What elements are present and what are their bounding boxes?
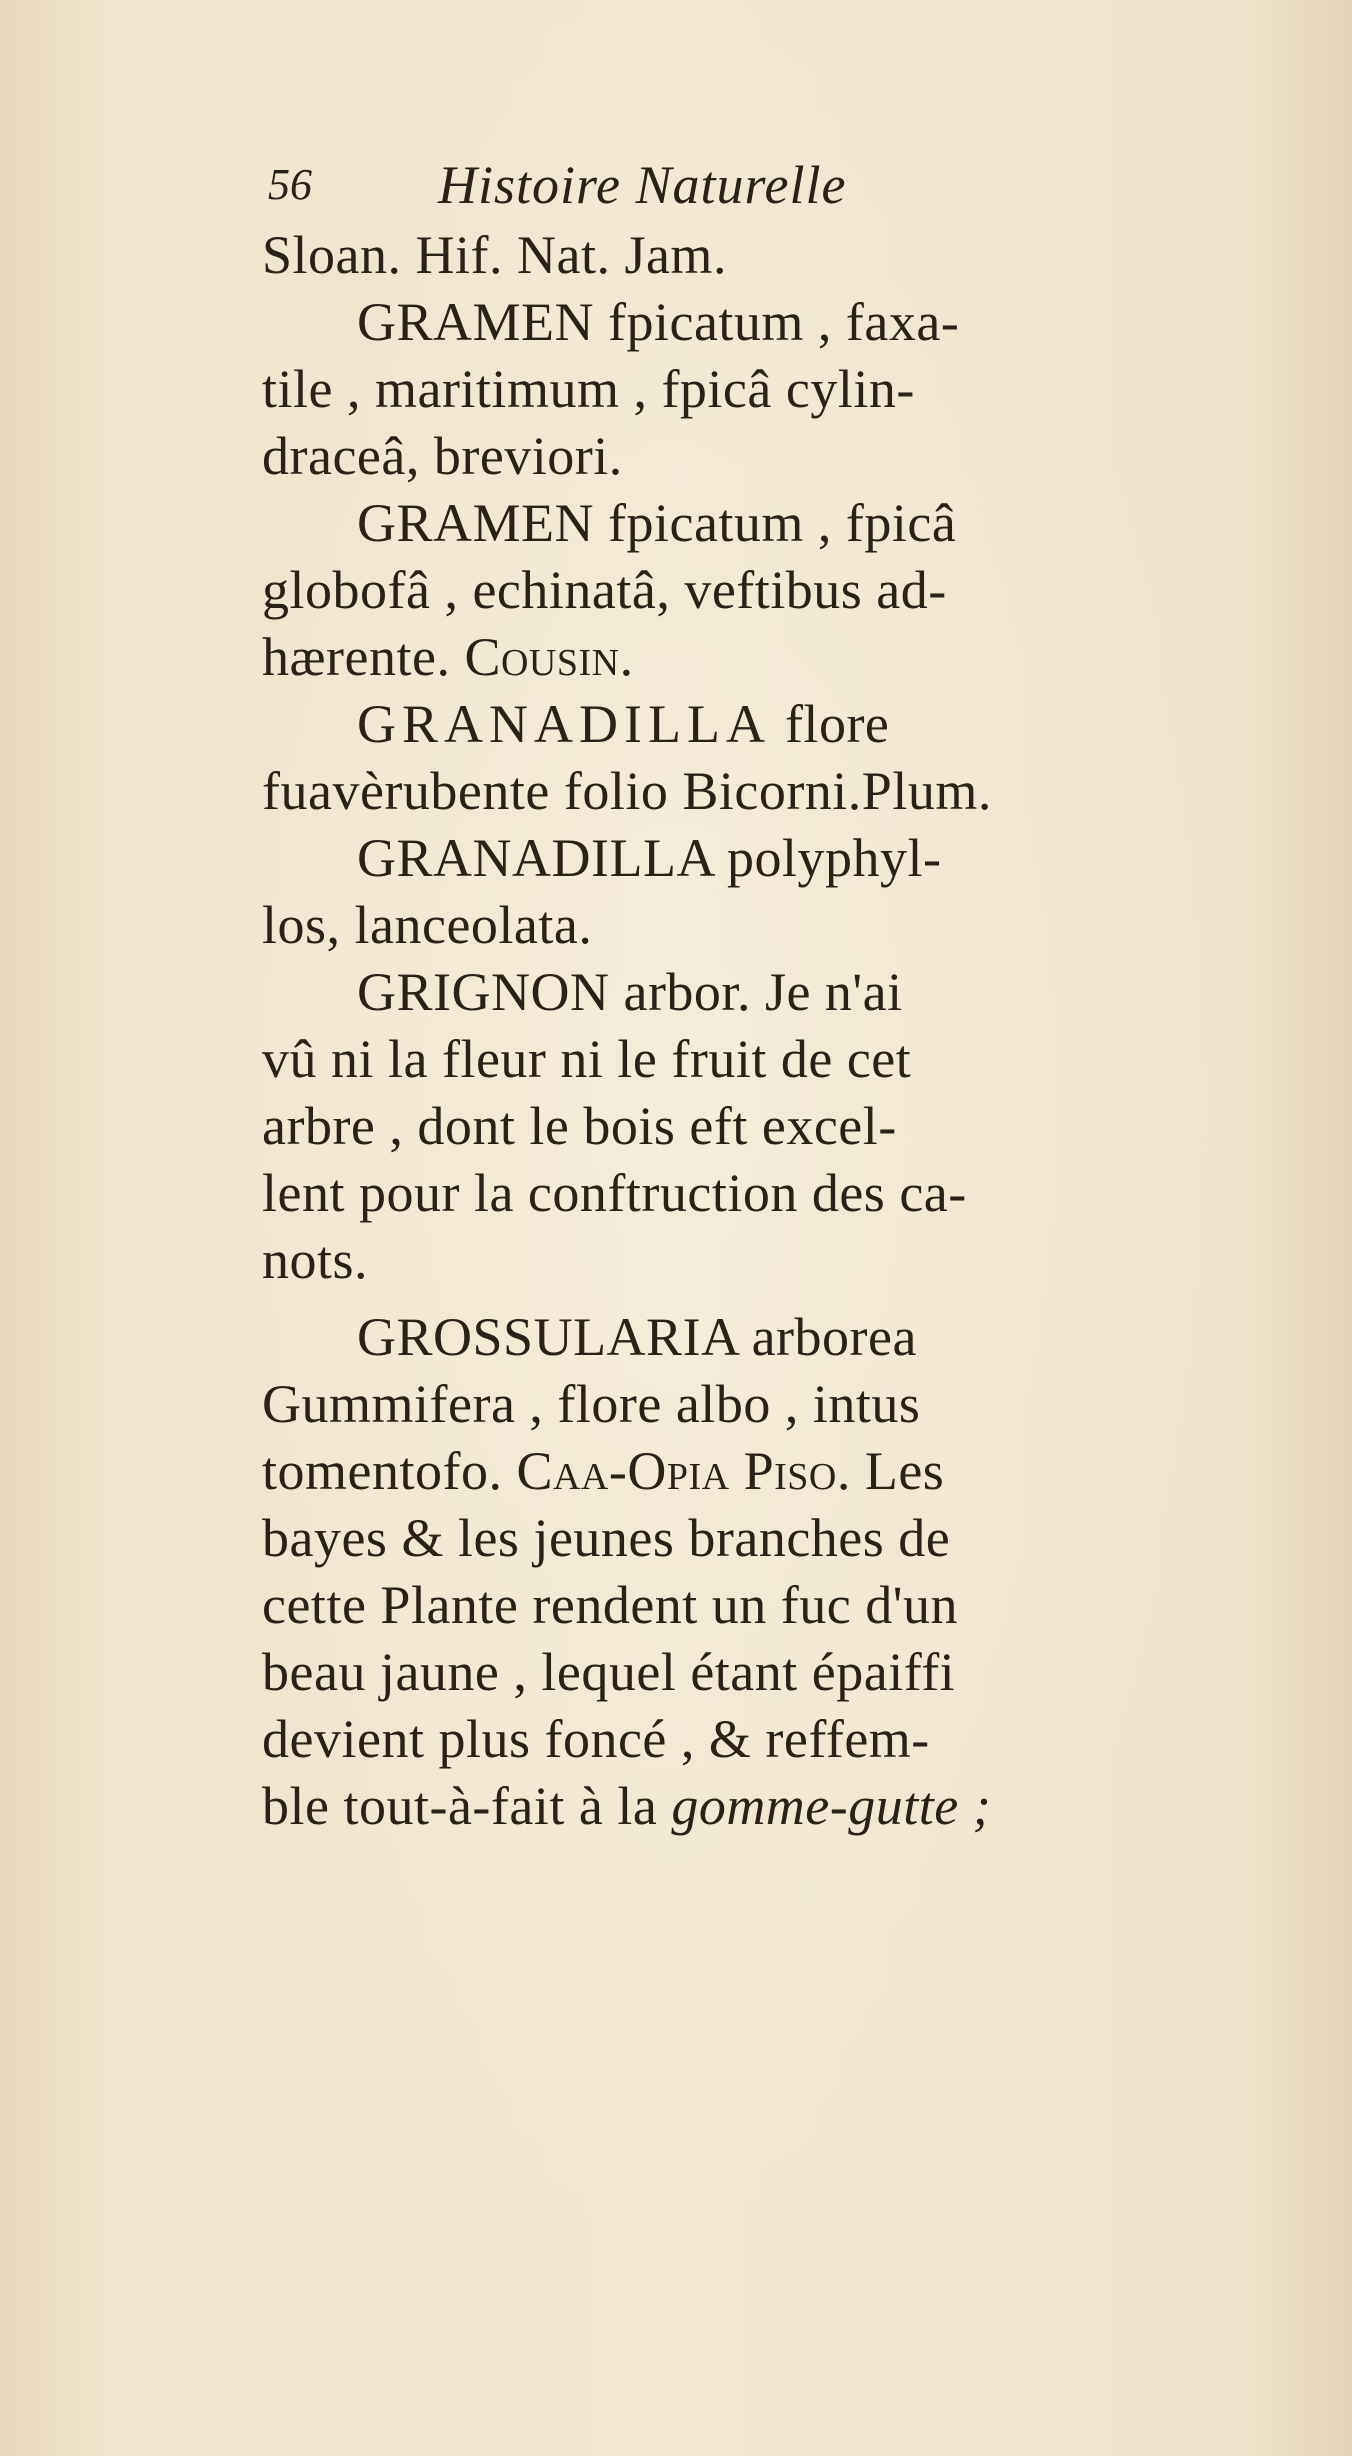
text-line: GROSSULARIA arborea	[357, 1307, 917, 1367]
text-line: los, lanceolata.	[262, 895, 593, 955]
text-run: flore	[770, 694, 890, 754]
paragraph-gap	[262, 1294, 1262, 1304]
text-line	[262, 1438, 1262, 1505]
text-run: tomentofo.	[262, 1441, 517, 1501]
text-run: hærente.	[262, 627, 465, 687]
text-line: devient plus foncé , & reffem-	[262, 1709, 930, 1769]
text-line: draceâ, breviori.	[262, 426, 623, 486]
body-text	[262, 222, 1262, 1840]
text-line	[262, 691, 1262, 758]
text-run: Les	[850, 1441, 945, 1501]
text-line: GRAMEN fpicatum , fpicâ	[357, 493, 957, 553]
text-line: bayes & les jeunes branches de	[262, 1508, 951, 1568]
page-header	[268, 150, 1108, 220]
text-line: lent pour la conftruction des ca-	[262, 1163, 967, 1223]
author-citation: Caa-Opia Piso.	[516, 1441, 851, 1501]
text-line: arbre , dont le bois eft excel-	[262, 1096, 897, 1156]
text-line: vû ni la fleur ni le fruit de cet	[262, 1029, 912, 1089]
text-line: nots.	[262, 1230, 369, 1290]
text-line: tile , maritimum , fpicâ cylin-	[262, 359, 915, 419]
text-line: GRAMEN fpicatum , faxa-	[357, 292, 960, 352]
text-line: GRIGNON arbor. Je n'ai	[357, 962, 903, 1022]
running-title: Histoire Naturelle	[438, 155, 847, 215]
text-line	[262, 624, 1262, 691]
page-number: 56	[268, 160, 312, 209]
text-line: globofâ , echinatâ, veftibus ad-	[262, 560, 947, 620]
text-line	[262, 1773, 1262, 1840]
text-line: cette Plante rendent un fuc d'un	[262, 1575, 958, 1635]
text-line: Gummifera , flore albo , intus	[262, 1374, 921, 1434]
text-line: beau jaune , lequel étant épaiffi	[262, 1642, 956, 1702]
text-line: fuavèrubente folio Bicorni.Plum.	[262, 761, 992, 821]
italic-term: gomme-gutte ;	[671, 1776, 992, 1836]
entry-heading: GRANADILLA	[357, 694, 771, 754]
text-line: GRANADILLA polyphyl-	[357, 828, 942, 888]
text-line: Sloan. Hif. Nat. Jam.	[262, 225, 727, 285]
text-run: ble tout-à-fait à la	[262, 1776, 672, 1836]
author-citation: Cousin.	[464, 627, 634, 687]
